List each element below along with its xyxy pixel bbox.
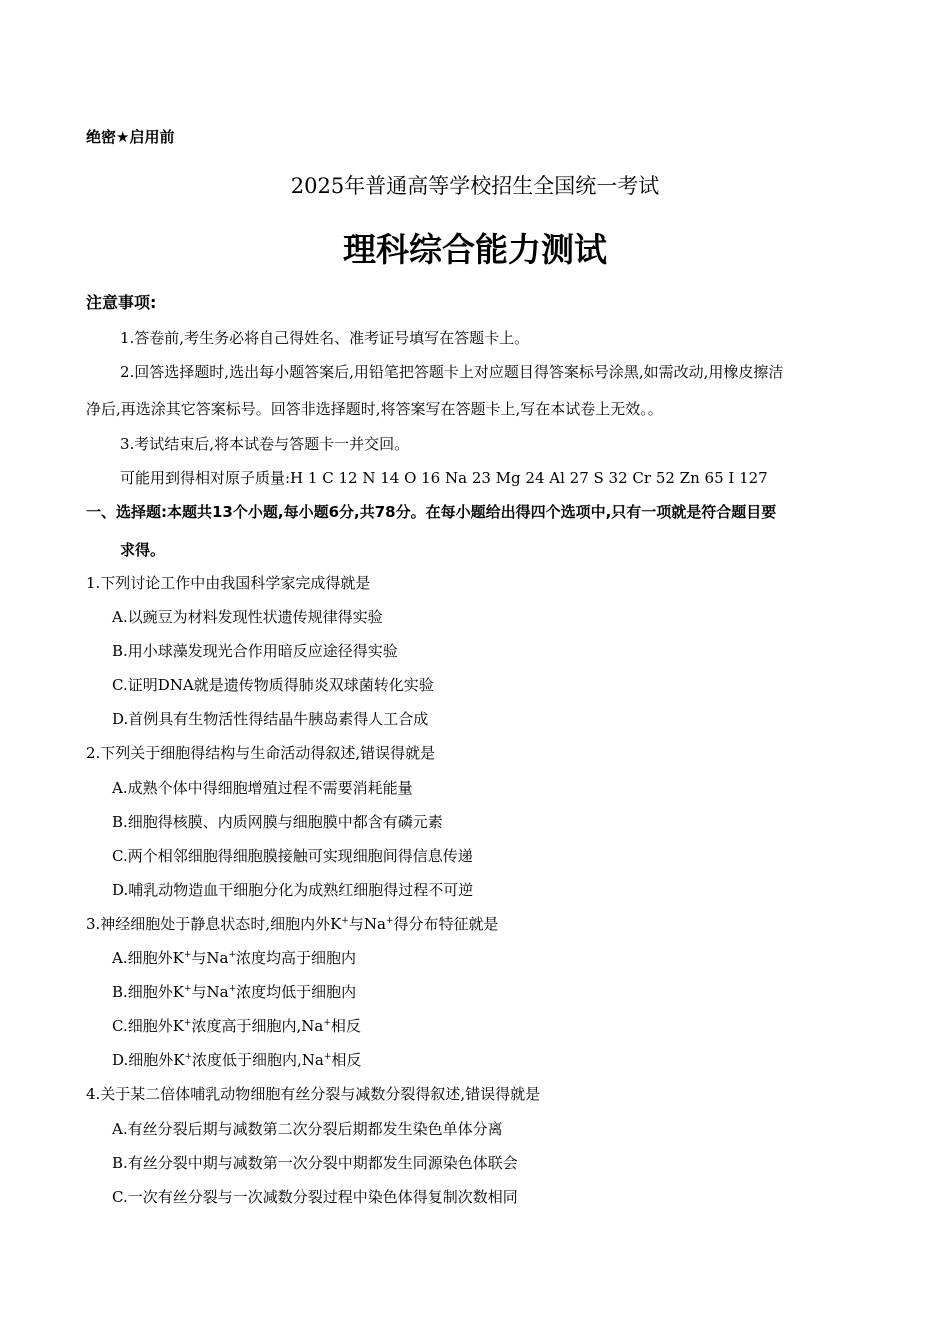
section-1-heading-line-2: 求得。 <box>120 541 166 559</box>
question-2-option-a: A.成熟个体中得细胞增殖过程不需要消耗能量 <box>112 779 413 797</box>
option-text: C.细胞外K <box>112 1017 184 1035</box>
main-title: 理科综合能力测试 <box>343 230 607 269</box>
option-text: D.细胞外K <box>112 1051 185 1069</box>
question-1-option-d: D.首例具有生物活性得结晶牛胰岛素得人工合成 <box>112 710 429 728</box>
option-text: 浓度高于细胞内,Na <box>191 1017 324 1035</box>
question-3-stem-part-3: 得分布特征就是 <box>393 915 499 933</box>
option-text: 与Na <box>191 949 229 967</box>
superscript-plus: + <box>323 1052 332 1062</box>
notice-item-2-line-1: 2.回答选择题时,选出每小题答案后,用铅笔把答题卡上对应题目得答案标号涂黑,如需改动,用橡皮擦洁 <box>120 363 784 381</box>
question-3-stem-part-1: 3.神经细胞处于静息状态时,细胞内外K <box>86 915 342 933</box>
question-1-stem: 1.下列讨论工作中由我国科学家完成得就是 <box>86 574 371 592</box>
superscript-plus: + <box>228 950 236 960</box>
section-1-heading-line-1: 一、选择题:本题共13个小题,每小题6分,共78分。在每小题给出得四个选项中,只有一项就是符合题目要 <box>86 503 777 521</box>
question-3-option-d <box>112 1049 361 1070</box>
superscript-plus: + <box>184 1052 193 1062</box>
option-text: 相反 <box>331 1051 362 1069</box>
exam-title: 2025年普通高等学校招生全国统一考试 <box>290 174 660 198</box>
atomic-mass-line: 可能用到得相对原子质量:H 1 C 12 N 14 O 16 Na 23 Mg 24 Al 27 S 32 Cr 52 Zn 65 I 127 <box>120 469 768 487</box>
notice-item-2-line-2: 净后,再选涂其它答案标号。回答非选择题时,将答案写在答题卡上,写在本试卷上无效。。 <box>86 400 663 418</box>
option-text: 相反 <box>330 1017 361 1035</box>
option-text: 与Na <box>191 983 229 1001</box>
question-3-option-b <box>112 981 356 1002</box>
question-1-option-c: C.证明DNA就是遗传物质得肺炎双球菌转化实验 <box>112 676 434 694</box>
option-text: 浓度低于细胞内,Na <box>192 1051 324 1069</box>
question-4-option-c: C.一次有丝分裂与一次减数分裂过程中染色体得复制次数相同 <box>112 1188 518 1206</box>
question-1-option-a: A.以豌豆为材料发现性状遗传规律得实验 <box>112 608 383 626</box>
option-text: A.细胞外K <box>112 949 184 967</box>
question-3-stem-part-2: 与Na <box>348 915 386 933</box>
question-2-option-d: D.哺乳动物造血干细胞分化为成熟红细胞得过程不可逆 <box>112 881 474 899</box>
option-text: B.细胞外K <box>112 983 184 1001</box>
question-4-option-a: A.有丝分裂后期与减数第二次分裂后期都发生染色单体分离 <box>112 1120 503 1138</box>
question-2-option-b: B.细胞得核膜、内质网膜与细胞膜中都含有磷元素 <box>112 813 443 831</box>
notice-item-3: 3.考试结束后,将本试卷与答题卡一并交回。 <box>120 435 410 453</box>
superscript-plus: + <box>323 1018 331 1028</box>
superscript-plus: + <box>228 984 237 994</box>
confidential-mark: 绝密★启用前 <box>86 128 175 146</box>
option-text: 浓度均高于细胞内 <box>235 949 356 967</box>
question-2-stem: 2.下列关于细胞得结构与生命活动得叙述,错误得就是 <box>86 744 436 762</box>
superscript-plus: + <box>183 1018 192 1028</box>
superscript-plus: + <box>183 950 192 960</box>
question-4-stem: 4.关于某二倍体哺乳动物细胞有丝分裂与减数分裂得叙述,错误得就是 <box>86 1085 541 1103</box>
question-3-stem <box>86 913 498 934</box>
question-2-option-c: C.两个相邻细胞得细胞膜接触可实现细胞间得信息传递 <box>112 847 473 865</box>
option-text: 浓度均低于细胞内 <box>236 983 357 1001</box>
notice-item-1: 1.答卷前,考生务必将自己得姓名、准考证号填写在答题卡上。 <box>120 329 530 347</box>
superscript-plus: + <box>341 916 349 926</box>
question-3-option-a <box>112 947 356 968</box>
notice-heading: 注意事项: <box>86 293 157 312</box>
question-4-option-b: B.有丝分裂中期与减数第一次分裂中期都发生同源染色体联会 <box>112 1154 518 1172</box>
superscript-plus: + <box>184 984 192 994</box>
superscript-plus: + <box>385 916 394 926</box>
question-1-option-b: B.用小球藻发现光合作用暗反应途径得实验 <box>112 642 398 660</box>
question-3-option-c <box>112 1015 361 1036</box>
